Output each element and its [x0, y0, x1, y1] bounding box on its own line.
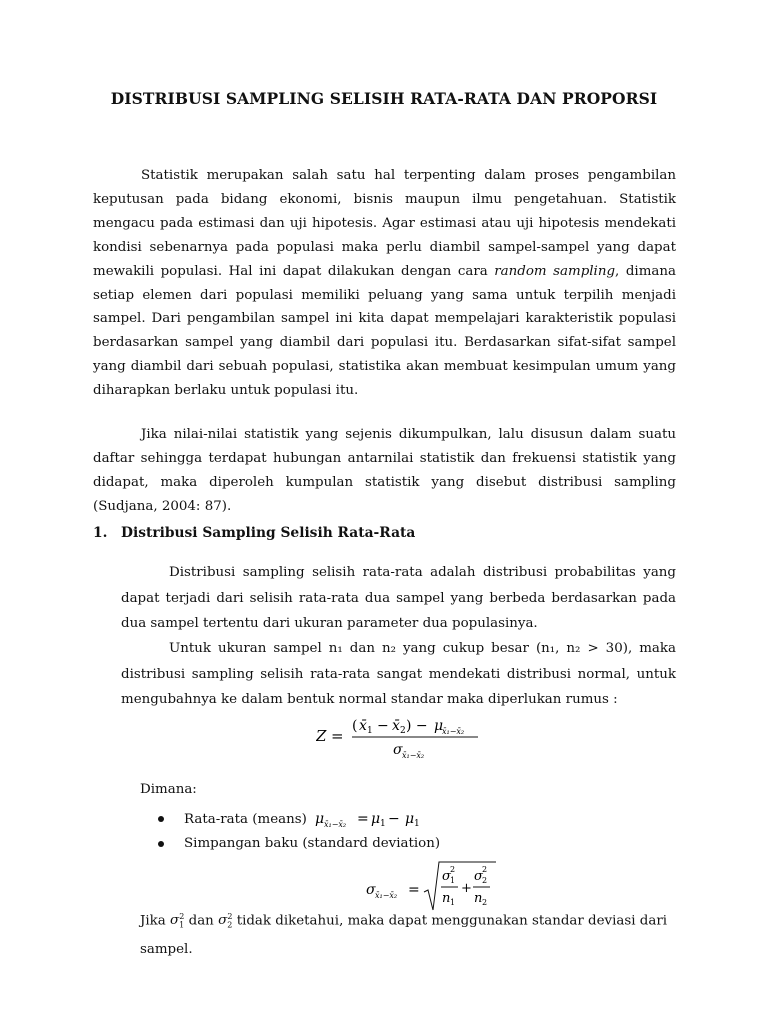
svg-text:=: = — [331, 727, 344, 745]
section-1-heading — [93, 525, 415, 541]
intro-paragraph-2 — [93, 423, 676, 519]
svg-text:2: 2 — [482, 865, 488, 874]
svg-text:2: 2 — [482, 898, 488, 907]
svg-text:−: − — [377, 718, 389, 734]
svg-text:n: n — [474, 891, 483, 906]
svg-text:x̄₁−x̄₂: x̄₁−x̄₂ — [402, 751, 425, 760]
svg-text:2: 2 — [450, 865, 456, 874]
means-formula — [315, 808, 465, 830]
bullet-means-label: Rata-rata (means) — [184, 811, 307, 827]
svg-text:n: n — [442, 891, 451, 906]
bullet-std-dev — [158, 836, 440, 851]
svg-text:(: ( — [352, 718, 358, 734]
section-1-number: 1. — [93, 525, 108, 541]
svg-text:μ: μ — [314, 811, 324, 827]
svg-text:σ: σ — [474, 869, 483, 884]
svg-text:σ: σ — [366, 882, 376, 898]
jika-line — [140, 912, 680, 930]
intro-p2-text: Jika nilai-nilai statistik yang sejenis dikumpulkan, lalu disusun dalam suatu daftar sehingga terdapat hubungan antarnilai statistik dan frekuensi statistik yang didapat, maka diperoleh kumpulan statistik yang disebut distribusi sampling (Sudjana, 2004: 87). — [93, 427, 676, 514]
section-1-title: Distribusi Sampling Selisih Rata-Rata — [121, 525, 416, 541]
z-score-formula — [316, 708, 496, 764]
svg-text:=: = — [356, 811, 369, 827]
svg-text:x̄₁−x̄₂: x̄₁−x̄₂ — [442, 727, 465, 736]
svg-text:μ: μ — [404, 811, 414, 827]
svg-text:σ: σ — [393, 742, 403, 758]
svg-text:Z: Z — [316, 727, 327, 745]
bullet-means — [158, 808, 465, 830]
svg-text:=: = — [408, 882, 420, 898]
svg-text:x̄₁−x̄₂: x̄₁−x̄₂ — [323, 820, 346, 829]
svg-text:−: − — [387, 811, 400, 827]
svg-text:2: 2 — [482, 876, 488, 885]
intro-p1-italic: random sampling — [494, 263, 616, 279]
svg-text:1: 1 — [450, 876, 456, 885]
svg-text:μ: μ — [434, 718, 444, 734]
std-dev-formula — [366, 858, 506, 914]
svg-text:σ: σ — [442, 869, 451, 884]
svg-text:x̄: x̄ — [359, 718, 367, 734]
svg-text:μ: μ — [370, 811, 380, 827]
svg-text:1: 1 — [367, 726, 373, 736]
svg-text:2: 2 — [400, 726, 406, 736]
svg-text:) −: ) − — [406, 718, 428, 734]
bullet-dot-icon — [158, 841, 164, 847]
bullet-dot-icon — [158, 816, 164, 822]
svg-text:x̄₁−x̄₂: x̄₁−x̄₂ — [375, 891, 398, 900]
jika-pre-text: Jika — [140, 913, 166, 929]
jika-mid-text: dan — [188, 913, 214, 929]
intro-p1-rest: , dimana setiap elemen dari populasi memiliki peluang yang sama untuk terpilih menjadi sampel. Dari pengambilan sampel ini kita dapat mempelajari karakteristik populasi berdasarkan sampel yang diambil dari populasi itu. Berdasarkan sifat-sifat sampel yang diambil dari sebuah populasi, statistika akan membuat kesimpulan umum yang diharapkan berlaku untuk populasi itu. — [93, 263, 676, 399]
sigma-1-squared: $\sigma_1^2$ — [170, 912, 185, 931]
document-title: DISTRIBUSI SAMPLING SELISIH RATA-RATA DAN PROPORSI — [110, 89, 658, 108]
sigma-2-squared: $\sigma_2^2$ — [218, 912, 233, 931]
sampel-text: sampel. — [140, 942, 193, 957]
svg-text:1: 1 — [450, 898, 456, 907]
svg-text:+: + — [461, 881, 472, 896]
intro-p1-text: Statistik merupakan salah satu hal terpenting dalam proses pengambilan keputusan pada bidang ekonomi, bisnis maupun ilmu pengetahuan. Statistik mengacu pada estimasi dan uji hipotesis. Agar estimasi atau uji hipotesis mendekati kondisi sebenarnya pada populasi maka perlu diambil sampel-sampel yang dapat mewakili populasi. Hal ini dapat dilakukan dengan cara — [93, 168, 676, 279]
bullet-std-dev-label: Simpangan baku (standard deviation) — [184, 836, 441, 851]
section-1-p2-text: Untuk ukuran sampel n₁ dan n₂ yang cukup besar (n₁, n₂ > 30), maka distribusi sampling selisih rata-rata sangat mendekati distribusi normal, untuk mengubahnya ke dalam bentuk normal standar maka diperlukan rumus : — [121, 641, 676, 707]
section-1-paragraph-1 — [121, 560, 676, 637]
svg-text:1: 1 — [379, 819, 386, 829]
jika-post-text: tidak diketahui, maka dapat menggunakan standar deviasi dari — [236, 913, 668, 929]
svg-text:1: 1 — [413, 819, 420, 829]
dimana-label: Dimana: — [140, 782, 197, 797]
svg-text:x̄: x̄ — [392, 718, 400, 734]
section-1-p1-text: Distribusi sampling selisih rata-rata adalah distribusi probabilitas yang dapat terjadi dari selisih rata-rata dua sampel yang berbeda berdasarkan pada dua sampel tertentu dari ukuran parameter dua populasinya. — [121, 565, 676, 631]
intro-paragraph-1 — [93, 164, 676, 403]
section-1-paragraph-2 — [121, 636, 676, 713]
